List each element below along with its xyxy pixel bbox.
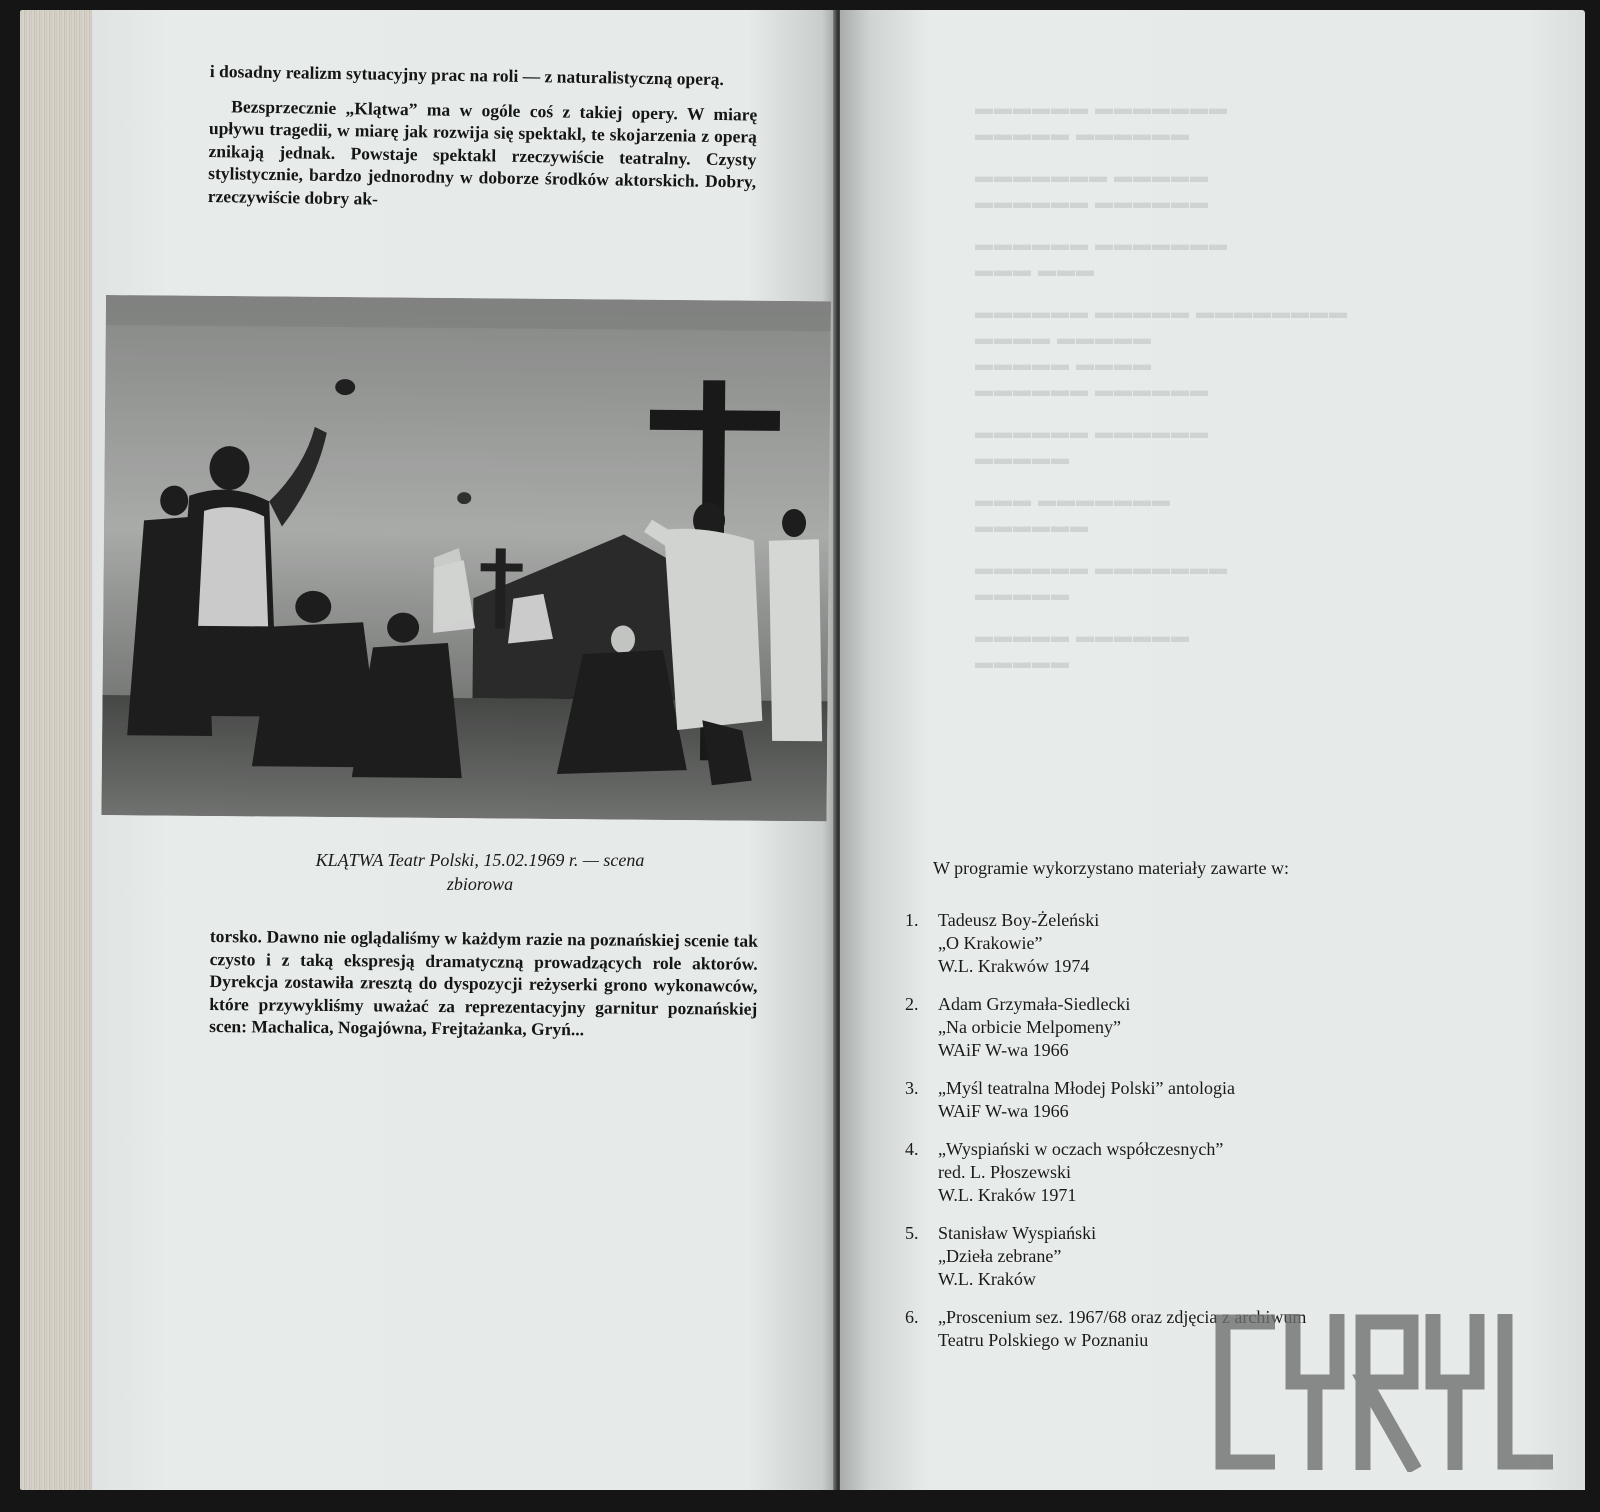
list-number: 2. xyxy=(905,994,919,1014)
page-edges xyxy=(20,10,100,1490)
list-number: 1. xyxy=(905,910,919,930)
list-item xyxy=(905,993,1525,1062)
list-number: 3. xyxy=(905,1078,919,1098)
crowd-scene-photo xyxy=(101,295,831,821)
source-line: „Myśl teatralna Młodej Polski” antologia xyxy=(938,1078,1235,1098)
source-line: „Dzieła zebrane” xyxy=(938,1246,1062,1266)
list-item xyxy=(905,1138,1525,1207)
source-line: „Proscenium sez. 1967/68 oraz zdjęcia z archiwum xyxy=(938,1307,1307,1327)
show-through-text: ▬▬▬▬▬▬ ▬▬▬▬▬▬▬ ▬▬▬▬▬ ▬▬▬▬▬▬ ▬▬▬▬▬▬▬ ▬▬▬▬▬ ▬▬▬▬▬▬ ▬▬▬▬▬▬ ▬▬▬▬▬▬ ▬▬▬▬▬▬▬ ▬▬▬ ▬▬▬ ▬▬▬▬▬▬ ▬▬▬▬▬ ▬▬▬▬▬▬▬▬ ▬▬▬▬ ▬▬▬▬▬ ▬▬▬▬▬ ▬▬▬▬ ▬▬▬▬▬▬ ▬▬▬▬▬▬ ▬▬▬▬▬▬ ▬▬▬▬▬▬ ▬▬▬▬▬ ▬▬▬ ▬▬▬▬▬▬▬ ▬▬▬▬▬▬ ▬▬▬▬▬▬ ▬▬▬▬▬▬▬ ▬▬▬▬▬ ▬▬▬▬▬ ▬▬▬▬▬▬ ▬▬▬▬▬ xyxy=(975,98,1349,672)
source-line: Tadeusz Boy-Żeleński xyxy=(938,910,1100,930)
list-item xyxy=(905,1222,1525,1291)
source-line: „Wyspiański w oczach współczesnych” xyxy=(938,1139,1224,1159)
paragraph: Bezsprzecznie „Klątwa” ma w ogóle coś z takiej opery. W miarę upływu tragedii, w miarę jak rozwija się spektakl, te skojarzenia z operą znikają jednak. Powstaje spektakl rzeczywiście teatralny. Czysty stylistycznie, bardzo jednorodny w doborze środków aktorskich. Dobry, rzeczywiście dobry ak- xyxy=(207,95,758,209)
list-number: 5. xyxy=(905,1223,919,1243)
sources-intro: W programie wykorzystano materiały zawarte w: xyxy=(933,858,1290,878)
source-line: Adam Grzymała-Siedlecki xyxy=(938,994,1131,1014)
source-line: „O Krakowie” xyxy=(938,933,1043,953)
paragraph: i dosadny realizm sytuacyjny prac na roli — z naturalistyczną operą. xyxy=(209,60,725,90)
list-number: 6. xyxy=(905,1307,919,1327)
caption-line: zbiorowa xyxy=(446,874,514,894)
list-item xyxy=(905,909,1525,978)
bottom-text-block xyxy=(209,925,758,1042)
source-line: WAiF W-wa 1966 xyxy=(938,1040,1069,1060)
source-line: red. L. Płoszewski xyxy=(938,1162,1071,1182)
source-line: WAiF W-wa 1966 xyxy=(938,1101,1069,1121)
source-line: W.L. Kraków xyxy=(938,1269,1036,1289)
top-text-block xyxy=(208,60,758,216)
source-line: Stanisław Wyspiański xyxy=(938,1223,1097,1243)
sources-list xyxy=(905,909,1525,1367)
source-line: Teatru Polskiego w Poznaniu xyxy=(938,1330,1149,1350)
list-item xyxy=(905,1077,1525,1123)
caption-line: KLĄTWA Teatr Polski, 15.02.1969 r. — scena xyxy=(315,850,645,870)
cyryl-logo-icon xyxy=(1215,1312,1555,1472)
list-number: 4. xyxy=(905,1139,919,1159)
source-line: „Na orbicie Melpomeny” xyxy=(938,1017,1121,1037)
photo-caption xyxy=(240,848,720,896)
source-line: W.L. Krakwów 1974 xyxy=(938,956,1090,976)
source-line: W.L. Kraków 1971 xyxy=(938,1185,1077,1205)
paragraph: torsko. Dawno nie oglądaliśmy w każdym razie na poznańskiej scenie tak czysto i z taką ekspresją dramatyczną prowadzących role aktorów. Dyrekcja zostawiła zresztą do dyspozycji reżyserki grono wykonawców, które przywykliśmy uważać za reprezentacyjny garnitur poznańskiej scen: Machalica, Nogajówna, Frejtażanka, Gryń... xyxy=(209,925,758,1040)
